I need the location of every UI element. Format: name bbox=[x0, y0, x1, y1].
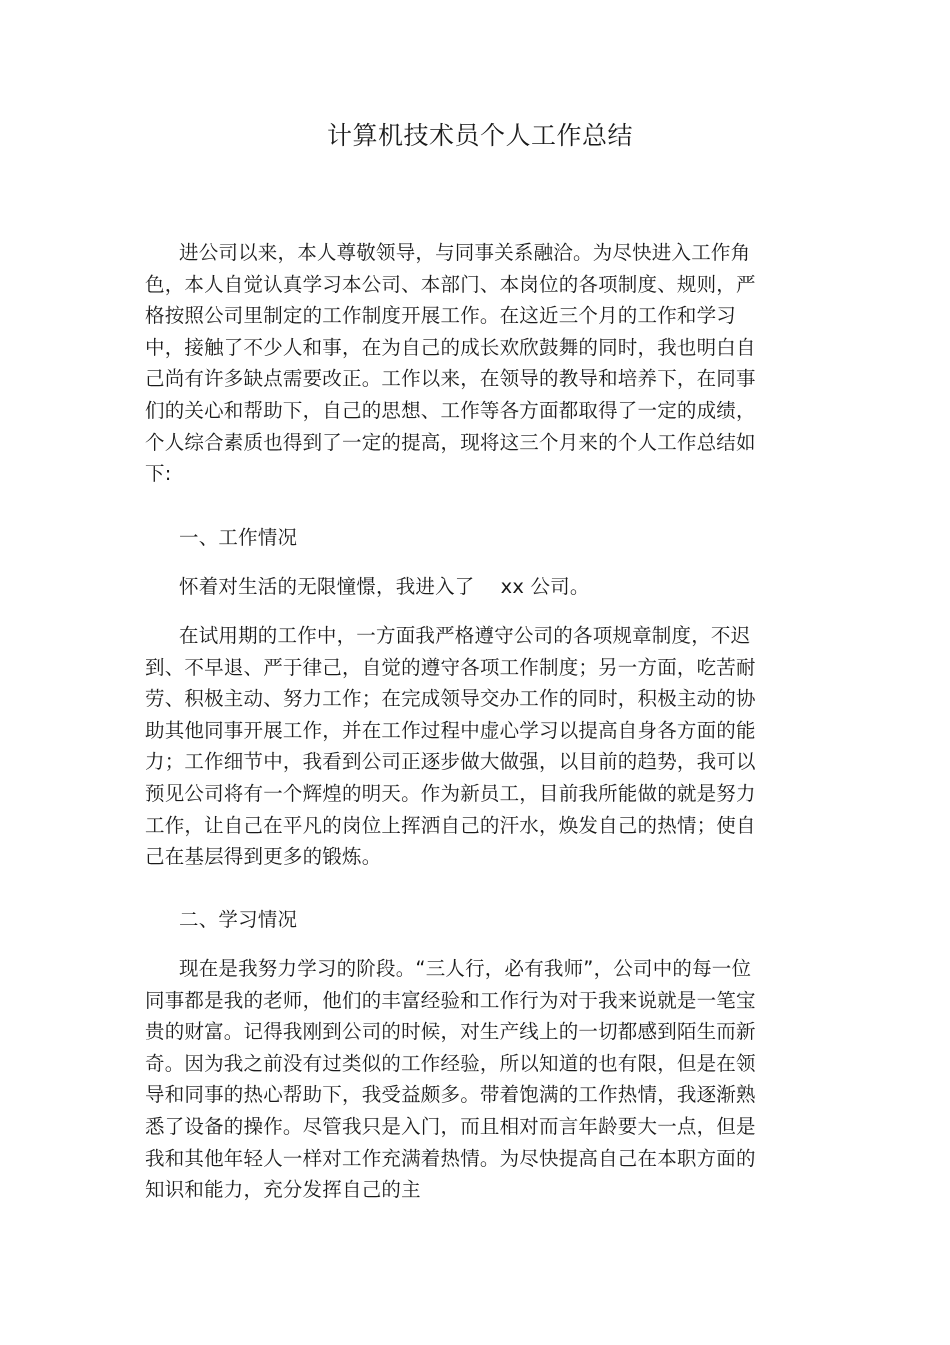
document-title: 计算机技术员个人工作总结 bbox=[326, 121, 633, 150]
section-heading-work: 一、工作情况 bbox=[179, 526, 298, 549]
work-detail-paragraph: 在试用期的工作中，一方面我严格遵守公司的各项规章制度，不迟到、不早退、严于律己，自觉的遵守各项工作制度；另一方面，吃苦耐劳、积极主动、努力工作；在完成领导交办工作的同时，积极主动的协助其他同事开展工作，并在工作过程中虚心学习以提高自身各方面的能力；工作细节中，我看到公司正逐步做大做强，以目前的趋势，我可以预见公司将有一个辉煌的明天。作为新员工，目前我所能做的就是努力工作，让自己在平凡的岗位上挥洒自己的汗水，焕发自己的热情；使自己在基层得到更多的锻炼。 bbox=[145, 624, 756, 869]
intro-paragraph: 进公司以来，本人尊敬领导，与同事关系融洽。为尽快进入工作角色，本人自觉认真学习本公司、本部门、本岗位的各项制度、规则，严格按照公司里制定的工作制度开展工作。在这近三个月的工作和学习中，接触了不少人和事，在为自己的成长欢欣鼓舞的同时，我也明白自己尚有许多缺点需要改正。工作以来，在领导的教导和培养下，在同事们的关心和帮助下，自己的思想、工作等各方面都取得了一定的成绩，个人综合素质也得到了一定的提高，现将这三个月来的个人工作总结如下: bbox=[145, 241, 756, 486]
section-heading-study: 二、学习情况 bbox=[179, 908, 298, 931]
work-intro-paragraph: 怀着对生活的无限憧憬，我进入了 xx 公司。 bbox=[179, 575, 590, 598]
study-paragraph: 现在是我努力学习的阶段。“三人行，必有我师”，公司中的每一位同事都是我的老师，他们的丰富经验和工作行为对于我来说就是一笔宝贵的财富。记得我刚到公司的时候，对生产线上的一切都感到陌生而新奇。因为我之前没有过类似的工作经验，所以知道的也有限，但是在领导和同事的热心帮助下，我受益颇多。带着饱满的工作热情，我逐渐熟悉了设备的操作。尽管我只是入门，而且相对而言年龄要大一点，但是我和其他年轻人一样对工作充满着热情。为尽快提高自己在本职方面的知识和能力，充分发挥自己的主 bbox=[145, 957, 756, 1202]
